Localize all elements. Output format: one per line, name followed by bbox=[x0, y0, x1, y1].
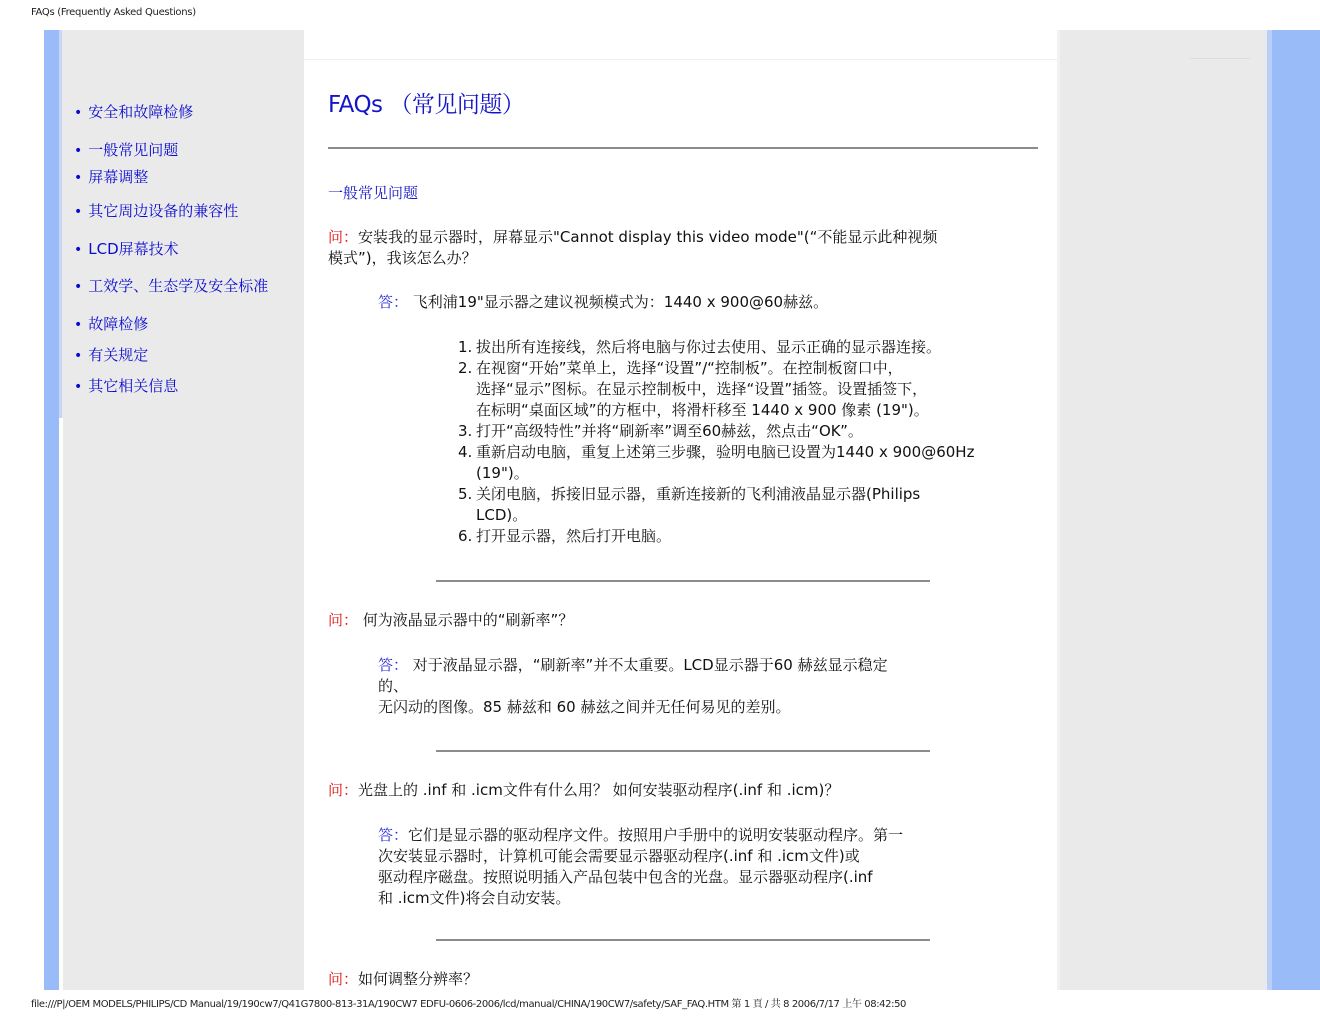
left-accent-bar bbox=[44, 30, 59, 990]
faq-question bbox=[328, 780, 839, 801]
sidebar-item-label[interactable]: 工效学、生态学及安全标准 bbox=[88, 277, 269, 295]
sidebar-item-label[interactable]: 其它相关信息 bbox=[88, 377, 179, 395]
step-number: 4. bbox=[458, 443, 473, 461]
list-item bbox=[458, 358, 1033, 421]
question-line: 模式”)，我该怎么办？ bbox=[328, 249, 477, 267]
step-number: 1. bbox=[458, 338, 473, 356]
section-heading: 一般常见问题 bbox=[328, 184, 419, 202]
sidebar-item-compatibility[interactable] bbox=[74, 200, 238, 221]
step-line: 在标明“桌面区域”的方框中，将滑杆移至 1440 x 900 像素 (19")。 bbox=[476, 401, 929, 419]
right-panel-divider bbox=[1190, 58, 1250, 59]
step-number: 6. bbox=[458, 527, 473, 545]
sidebar-item-label[interactable]: 屏幕调整 bbox=[88, 168, 149, 186]
faq-divider bbox=[436, 580, 930, 582]
bullet-icon: • bbox=[74, 279, 83, 295]
sidebar-item-ergonomics[interactable] bbox=[74, 275, 268, 296]
faq-answer bbox=[378, 655, 978, 718]
sidebar-item-label[interactable]: LCD屏幕技术 bbox=[88, 240, 179, 258]
title-divider bbox=[328, 147, 1038, 149]
answer-text: 飞利浦19"显示器之建议视频模式为：1440 x 900@60赫兹。 bbox=[408, 293, 829, 311]
sidebar-item-troubleshooting[interactable] bbox=[74, 313, 148, 334]
answer-line: 无闪动的图像。85 赫兹和 60 赫兹之间并无任何易见的差别。 bbox=[378, 698, 791, 716]
step-line: 打开“高级特性”并将“刷新率”调至60赫兹，然点击“OK”。 bbox=[476, 422, 863, 440]
bullet-icon: • bbox=[74, 242, 83, 258]
sidebar-item-label[interactable]: 安全和故障检修 bbox=[88, 103, 194, 121]
right-accent-bar bbox=[1267, 30, 1320, 990]
sidebar-item-screen-adjust[interactable] bbox=[74, 166, 148, 187]
question-label: 问： bbox=[328, 611, 359, 629]
right-panel bbox=[1060, 30, 1267, 990]
sidebar-item-lcd-tech[interactable] bbox=[74, 238, 179, 259]
steps-list bbox=[458, 337, 1033, 547]
step-line: 在视窗“开始”菜单上，选择“设置”/“控制板”。在控制板窗口中， bbox=[476, 359, 903, 377]
answer-label: 答： bbox=[378, 293, 409, 311]
question-line bbox=[328, 227, 937, 248]
faq-divider bbox=[436, 750, 930, 752]
faq-question bbox=[328, 610, 573, 631]
sidebar-item-label[interactable]: 其它周边设备的兼容性 bbox=[88, 202, 239, 220]
bullet-icon: • bbox=[74, 379, 83, 395]
list-item bbox=[458, 337, 1033, 358]
question-text: 如何调整分辨率？ bbox=[358, 970, 479, 988]
sidebar-item-label[interactable]: 有关规定 bbox=[88, 346, 149, 364]
answer-text: 它们是显示器的驱动程序文件。按照用户手册中的说明安装驱动程序。第一 bbox=[408, 826, 904, 844]
list-item bbox=[458, 421, 1033, 442]
bullet-icon: • bbox=[74, 105, 83, 121]
faq-answer bbox=[378, 292, 828, 313]
question-text: 何为液晶显示器中的“刷新率”？ bbox=[358, 611, 574, 629]
sidebar-item-label[interactable]: 故障检修 bbox=[88, 315, 149, 333]
step-line: LCD)。 bbox=[476, 506, 528, 524]
bullet-icon: • bbox=[74, 348, 83, 364]
answer-label: 答： bbox=[378, 826, 409, 844]
answer-line bbox=[378, 655, 978, 676]
sidebar-divider bbox=[59, 418, 63, 990]
question-label: 问： bbox=[328, 781, 359, 799]
bullet-icon: • bbox=[74, 317, 83, 333]
step-line: 拔出所有连接线，然后将电脑与你过去使用、显示正确的显示器连接。 bbox=[476, 338, 942, 356]
faq-answer bbox=[378, 825, 998, 909]
step-number: 2. bbox=[458, 359, 473, 377]
step-line: 打开显示器，然后打开电脑。 bbox=[476, 527, 672, 545]
answer-line bbox=[378, 825, 998, 846]
answer-line: 的、 bbox=[378, 677, 409, 695]
faq-divider bbox=[436, 939, 930, 941]
question-text: 光盘上的 .inf 和 .icm文件有什么用？ 如何安装驱动程序(.inf 和 .icm)？ bbox=[358, 781, 840, 799]
answer-label: 答： bbox=[378, 656, 409, 674]
step-line: 关闭电脑，拆接旧显示器，重新连接新的飞利浦液晶显示器(Philips bbox=[476, 485, 921, 503]
answer-line: 和 .icm文件)将会自动安装。 bbox=[378, 889, 571, 907]
page-footer: file:///P|/OEM MODELS/PHILIPS/CD Manual/19/190cw7/Q41G7800-813-31A/190CW7 EDFU-0606-2006/lcd/manual/CHINA/190CW7/safety/SAF_FAQ.HTM 第 1 頁 / 共 8 2006/7/17 上午 08:42:50 bbox=[31, 999, 906, 1010]
bullet-icon: • bbox=[74, 170, 83, 186]
list-item bbox=[458, 484, 1033, 526]
right-accent-edge bbox=[1267, 30, 1272, 990]
page-header: FAQs (Frequently Asked Questions) bbox=[31, 7, 196, 18]
question-text: 安装我的显示器时，屏幕显示"Cannot display this video mode"(“不能显示此种视频 bbox=[358, 228, 938, 246]
sidebar-item-other-info[interactable] bbox=[74, 375, 178, 396]
content-top-divider bbox=[304, 59, 1060, 60]
step-line: 重新启动电脑，重复上述第三步骤，验明电脑已设置为1440 x 900@60Hz bbox=[476, 443, 975, 461]
step-number: 5. bbox=[458, 485, 473, 503]
faq-question bbox=[328, 227, 937, 269]
question-label: 问： bbox=[328, 970, 359, 988]
question-label: 问： bbox=[328, 228, 359, 246]
step-number: 3. bbox=[458, 422, 473, 440]
step-line: (19")。 bbox=[476, 464, 529, 482]
list-item bbox=[458, 526, 1033, 547]
sidebar-item-regulations[interactable] bbox=[74, 344, 148, 365]
answer-line: 驱动程序磁盘。按照说明插入产品包装中包含的光盘。显示器驱动程序(.inf bbox=[378, 868, 873, 886]
list-item bbox=[458, 442, 1033, 484]
bullet-icon: • bbox=[74, 143, 83, 159]
answer-text: 对于液晶显示器，“刷新率”并不太重要。LCD显示器于60 赫兹显示稳定 bbox=[408, 656, 888, 674]
answer-line: 次安装显示器时，计算机可能会需要显示器驱动程序(.inf 和 .icm文件)或 bbox=[378, 847, 860, 865]
sidebar-item-safety[interactable] bbox=[74, 101, 193, 122]
faq-question bbox=[328, 969, 478, 990]
step-line: 选择“显示”图标。在显示控制板中，选择“设置”插签。设置插签下， bbox=[476, 380, 928, 398]
bullet-icon: • bbox=[74, 204, 83, 220]
sidebar-item-label[interactable]: 一般常见问题 bbox=[88, 141, 179, 159]
page-title: FAQs （常见问题） bbox=[328, 92, 525, 118]
sidebar-item-general-faq[interactable] bbox=[74, 139, 178, 160]
